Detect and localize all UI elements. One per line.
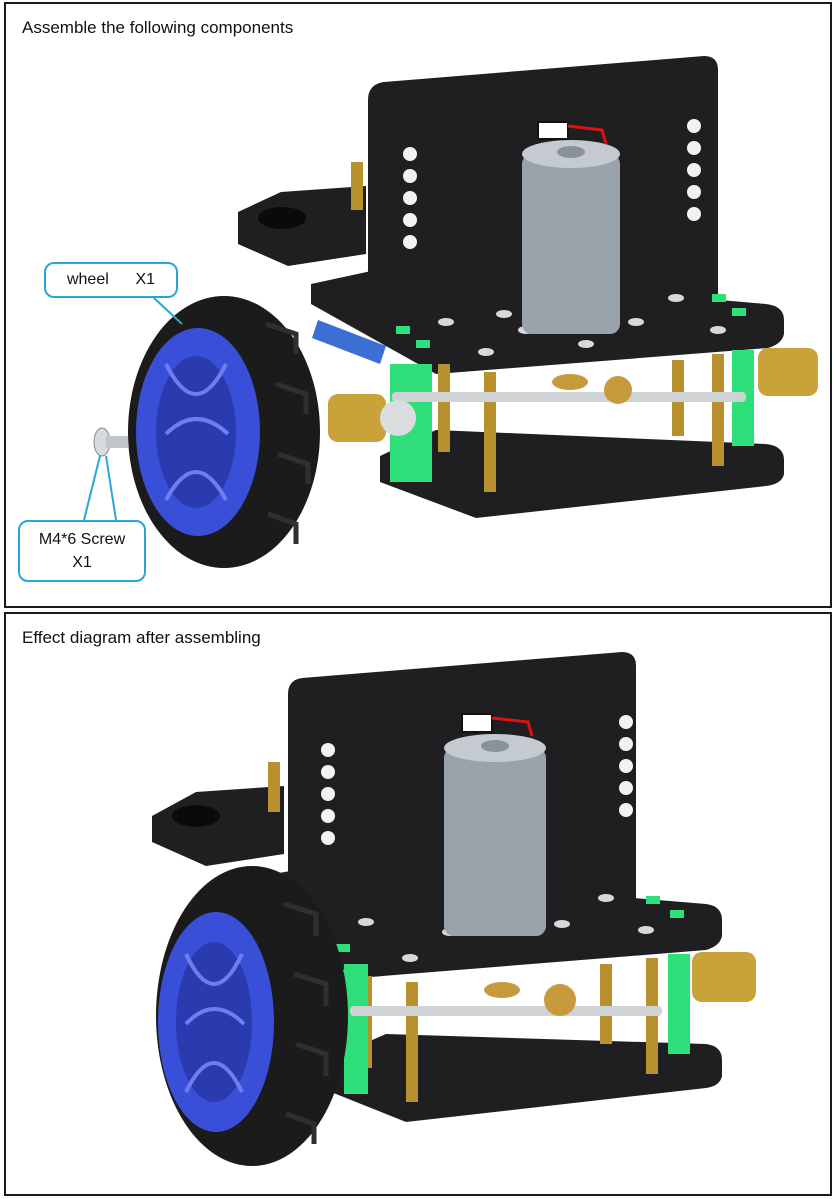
mounted-wheel (156, 866, 348, 1166)
wheel-callout-text (46, 264, 176, 296)
screw-callout (18, 520, 146, 582)
green-block-right (668, 954, 690, 1054)
screw-label: M4*6 Screw (38, 531, 126, 548)
bracket-arm (152, 786, 284, 866)
step-title: Assemble the following components (22, 18, 294, 37)
axle (350, 1006, 662, 1016)
wheel-qty: X1 (135, 271, 156, 288)
standoff-rear (351, 162, 363, 210)
m4-screw (94, 428, 128, 456)
coupler-right (692, 952, 756, 1002)
callout-line-screw (84, 456, 100, 520)
coupler-right (758, 348, 818, 396)
bracket-arm (238, 186, 366, 266)
wheel-label: wheel (66, 271, 109, 288)
wheel (128, 296, 320, 568)
bevel-gear (544, 984, 576, 1016)
assembly-step-panel (4, 2, 832, 608)
standoff-rear (268, 762, 280, 812)
result-title: Effect diagram after assembling (22, 628, 261, 647)
result-panel (4, 612, 832, 1196)
dc-motor (444, 748, 546, 936)
bevel-gear (604, 376, 632, 404)
screw-qty: X1 (72, 554, 92, 571)
assembled-illustration (6, 614, 830, 1194)
axle (392, 392, 746, 402)
bracket-hole (258, 207, 306, 229)
wheel-callout (44, 262, 178, 298)
dc-motor (522, 154, 620, 334)
chassis-bottom-plate (326, 1034, 722, 1122)
callout-line-wheel (154, 298, 182, 324)
coupler-left (328, 394, 386, 442)
assembly-illustration (6, 4, 830, 606)
